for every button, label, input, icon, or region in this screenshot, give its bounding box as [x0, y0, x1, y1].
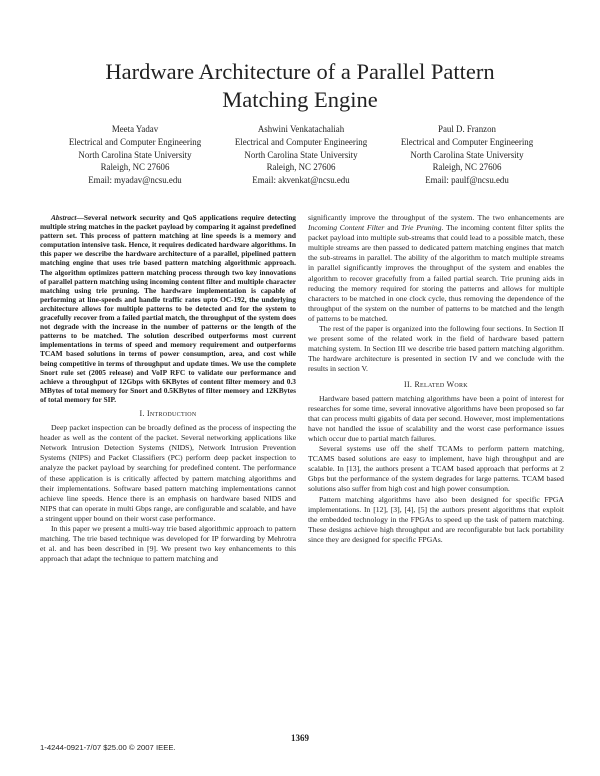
- abstract: [40, 213, 296, 404]
- author-dept: Electrical and Computer Engineering: [400, 136, 534, 147]
- text-run: significantly improve the throughput of the system. The two enhancements are: [308, 213, 564, 222]
- page-number: 1369: [291, 733, 309, 743]
- title-line-2: Matching Engine: [222, 87, 378, 112]
- paper-title: [0, 58, 600, 114]
- author-city: Raleigh, NC 27606: [266, 162, 336, 173]
- author-email: Email: paulf@ncsu.edu: [425, 175, 509, 186]
- author-block-2: [206, 123, 396, 187]
- text-run: and: [384, 223, 402, 233]
- author-name: Ashwini Venkatachaliah: [257, 124, 345, 134]
- section-title: Related Work: [414, 379, 468, 389]
- author-university: North Carolina State University: [78, 149, 192, 160]
- author-name: Paul D. Franzon: [438, 124, 496, 134]
- author-email: Email: akvenkat@ncsu.edu: [252, 175, 350, 186]
- author-dept: Electrical and Computer Engineering: [234, 136, 368, 147]
- left-column: [40, 213, 296, 564]
- text-run: . The incoming content filter splits the packet payload into multiple sub-streams that could lead to a possible match, these multiple streams are then passed to dedicated pattern matching engines that match the sub-streams in parallel. The ability of the algorithm to match multiple streams in parallel significantly improves the throughput of the system and enables the algorithm to recover gracefully from a failed partial search. Trie pruning aids in reducing the memory required for storing the patterns and allows for multiple characters to be matched in one clock cycle, thus removing the dependence of the throughput of the system on the number of patterns to be matched and the length of patterns to be matched.: [308, 223, 564, 323]
- term-incoming-content-filter: Incoming Content Filter: [308, 223, 385, 233]
- author-email: Email: myadav@ncsu.edu: [88, 175, 182, 186]
- section-number: II.: [404, 379, 413, 389]
- section-heading-related-work: [308, 380, 564, 390]
- related-paragraph-3: Pattern matching algorithms have also been designed for specific FPGA implementations. In [12], [3], [4], [5] the authors present algorithms that exploit the embedded technology in the FPGAs to speed up the task of pattern matching. These designs achieve high throughput and are reconfigurable but lack portability since they are designed for specific FPGAs.: [308, 494, 564, 544]
- related-paragraph-2: Several systems use off the shelf TCAMs to perform pattern matching, TCAMS based solutions are easy to implement, have high throughput and are scalable. In [13], the authors present a TCAM based approach that performs at 2 Gbps but the performance of the system degrades for large patterns. TCAM based solutions also suffer from high cost and high power consumption.: [308, 444, 564, 494]
- term-trie-pruning: Trie Pruning: [401, 223, 442, 233]
- copyright-notice: 1-4244-0921-7/07 $25.00 © 2007 IEEE.: [40, 743, 176, 752]
- author-block-1: [40, 123, 230, 187]
- right-column: [308, 213, 564, 545]
- section-heading-introduction: [40, 409, 296, 419]
- author-university: North Carolina State University: [244, 149, 358, 160]
- author-dept: Electrical and Computer Engineering: [68, 136, 202, 147]
- author-city: Raleigh, NC 27606: [100, 162, 170, 173]
- related-paragraph-1: Hardware based pattern matching algorithms have been a point of interest for researches for some time, several innovative algorithms have been proposed so far that can process multi gigabits of data per second. However, most implementations have not handled the issue of scalability and the worst case performance issues which occur due to partial match failures.: [308, 393, 564, 443]
- abstract-body: —Several network security and QoS applications require detecting multiple string matches in the packet payload by comparing it against predefined pattern set. This process of pattern matching at line speeds is a memory and computation intensive task. Hence, it requires dedicated hardware algorithms. In this paper we describe the hardware architecture of a parallel, pipelined pattern matching engine that uses trie based pattern matching algorithmic approach. The algorithm optimizes pattern matching process through two key innovations of parallel pattern matching using incoming content filter and multiple character matching using trie pruning. The hardware implementation is capable of performing at line-speeds and handle traffic rates upto OC-192, the underlying architecture allows for multiple patterns to be detected and for the system to gracefully recover from a failed partial match, the throughput of the system does not degrade with the increase in the number of patterns or the length of the patterns to be matched. The solution described outperforms most current implementations in terms of speed and memory requirement and outperforms TCAM based solutions in terms of power consumption, area, and cost while being competitive in terms of throughput and update times. We use the complete Snort rule set (2005 release) and VoIP RFC to validate our performance and achieve a throughput of 12Gbps with 6KBytes of content filter memory and 0.3 MBytes of total memory for Snort and 0.5KBytes of filter memory and 12KBytes of total memory for SIP.: [40, 213, 296, 404]
- intro-paragraph-1: Deep packet inspection can be broadly defined as the process of inspecting the header as well as the content of the packet. Several networking applications like Network Intrusion Detection Systems (NIDS), Network Intrusion Prevention Systems (NIPS) and Packet Classifiers (PC) perform deep packet inspection to analyze the packet payload by searching for predefined content. The performance of these application is is critically affected by pattern matching algorithms and their implementations. Software based pattern matching implementations cannot achieve line speeds. Hence there is an emphasis on hardware based NIDS and NIPS that can operate in multi Gbps range, are configurable and scalable, and have a stringent upper bound on their worst case performance.: [40, 423, 296, 523]
- author-university: North Carolina State University: [410, 149, 524, 160]
- section-title: Introduction: [146, 408, 197, 418]
- author-name: Meeta Yadav: [111, 124, 159, 134]
- title-line-1: Hardware Architecture of a Parallel Pattern: [105, 59, 495, 84]
- intro-paragraph-2-continued: [308, 213, 564, 324]
- author-city: Raleigh, NC 27606: [432, 162, 502, 173]
- intro-paragraph-2: In this paper we present a multi-way trie based algorithmic approach to pattern matching. The trie based technique was developed for IP forwarding by Mehrotra et al. and has been described in [9]. We present two key enhancements to this approach that adapt the technique to pattern matching and: [40, 524, 296, 564]
- abstract-lead: Abstract: [51, 213, 77, 222]
- section-number: I.: [139, 408, 145, 418]
- intro-paragraph-3: The rest of the paper is organized into the following four sections. In Section II we present some of the related work in the field of hardware based pattern matching system. In Section III we describe trie based pattern matching algorithm. The hardware architecture is presented in section IV and we conclude with the results in section V.: [308, 324, 564, 374]
- author-block-3: [372, 123, 562, 187]
